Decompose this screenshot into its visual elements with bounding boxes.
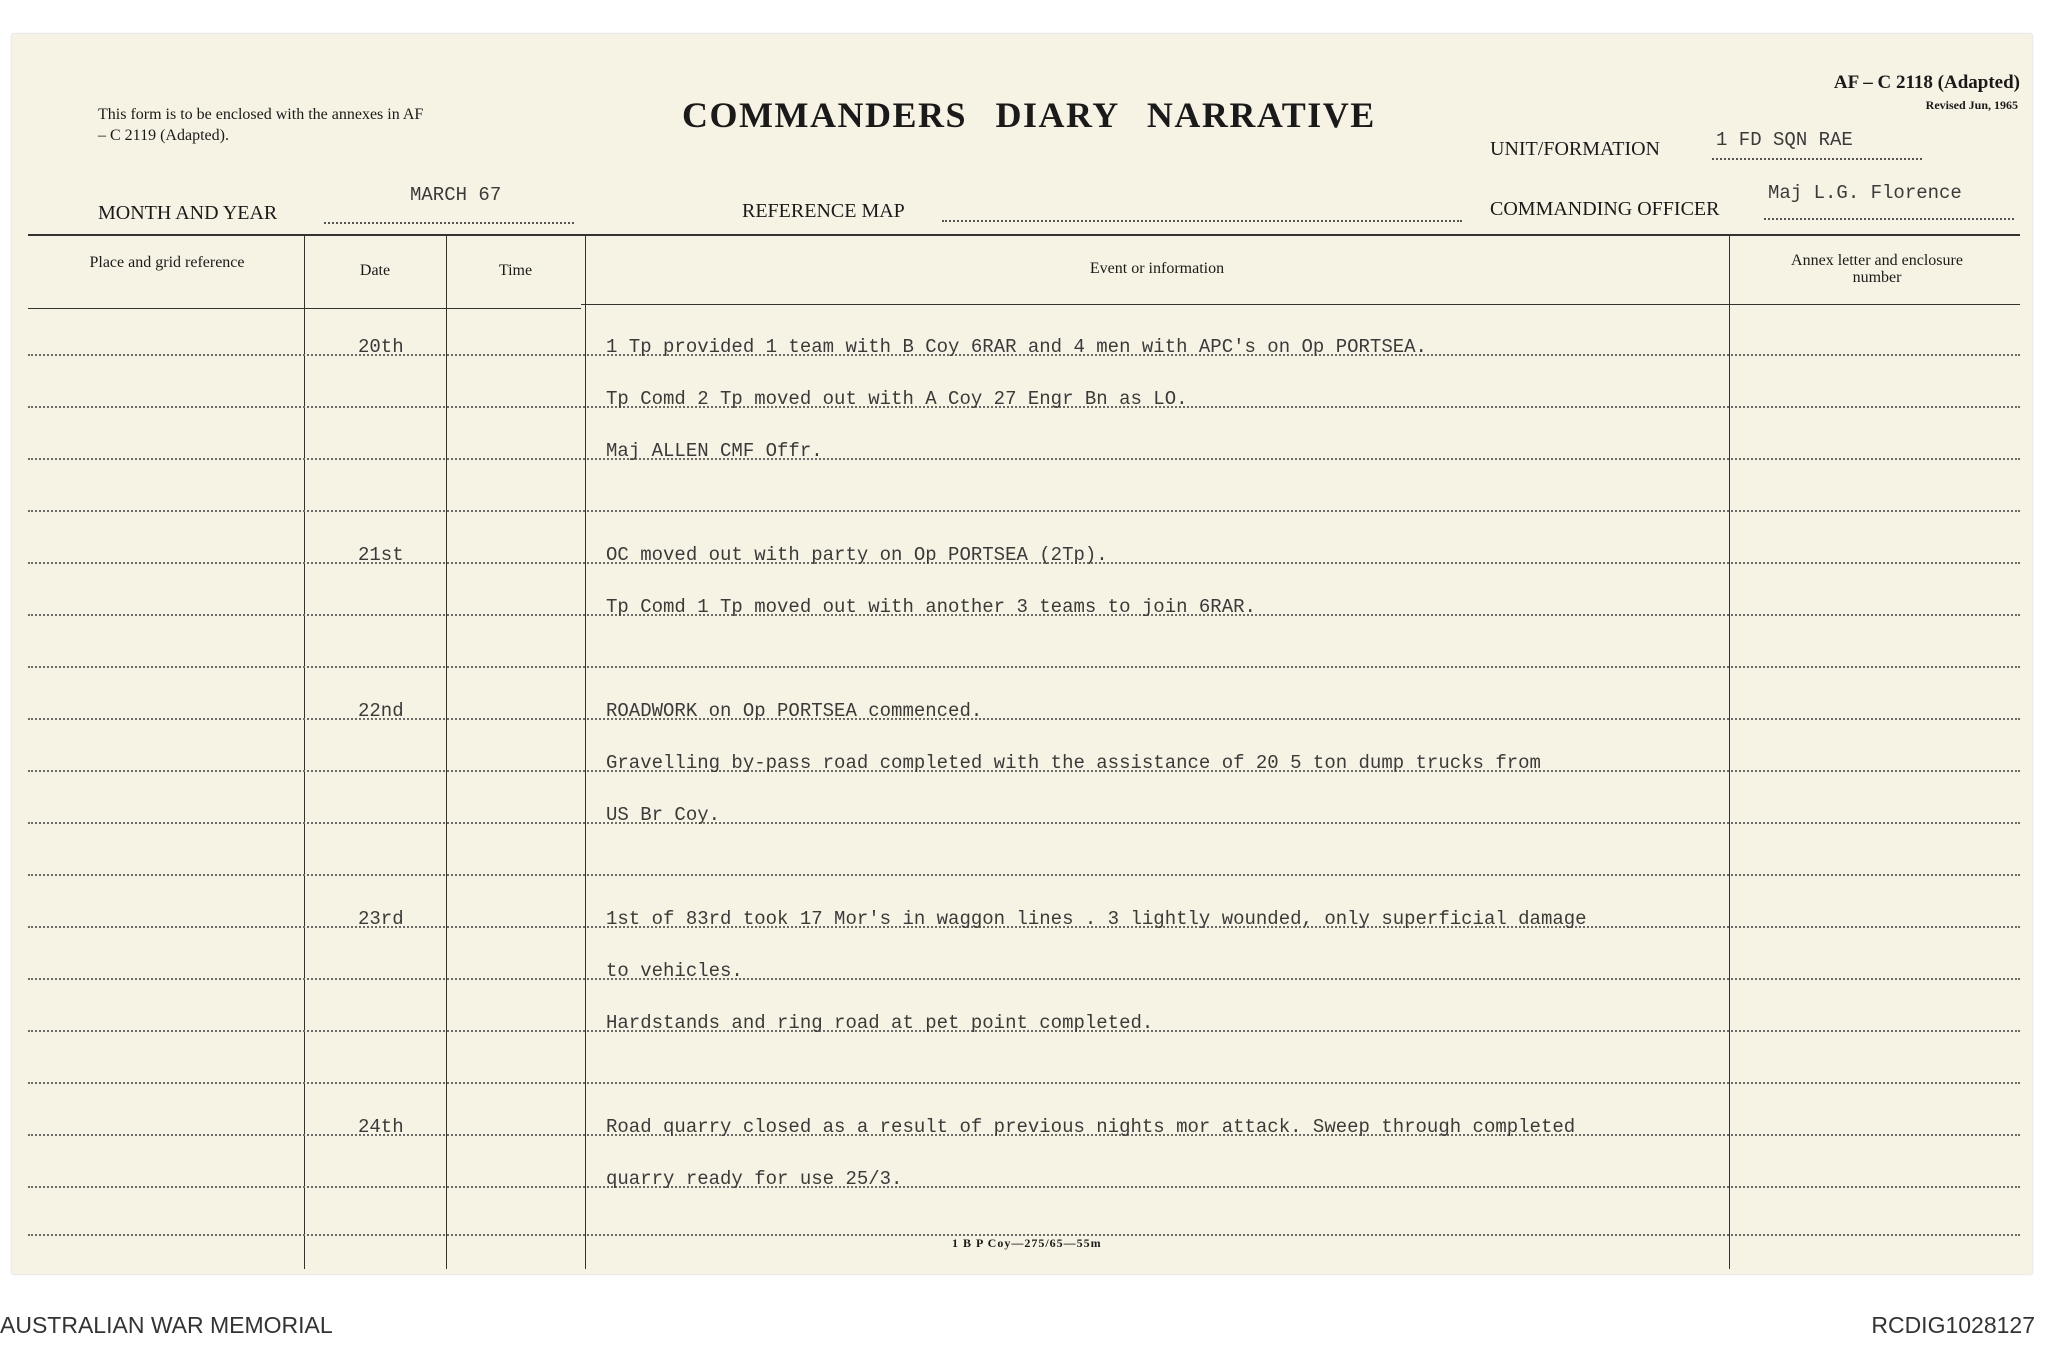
- month-year-line: [324, 222, 574, 224]
- header-rule-place: [28, 308, 304, 309]
- entry-line: 1st of 83rd took 17 Mor's in waggon lines . 3 lightly wounded, only superficial damage: [606, 908, 1587, 930]
- month-year-label: MONTH AND YEAR: [98, 202, 278, 224]
- column-header-annex: Annex letter and enclosure number: [1791, 252, 1963, 286]
- entry-date: 24th: [358, 1116, 404, 1138]
- writing-line: [28, 978, 2020, 980]
- commanding-officer-line: [1764, 218, 2014, 220]
- writing-line: [28, 1082, 2020, 1084]
- form-enclosure-note: This form is to be enclosed with the annexes in AF – C 2119 (Adapted).: [98, 106, 424, 144]
- entry-line: Tp Comd 2 Tp moved out with A Coy 27 Engr Bn as LO.: [606, 388, 1188, 410]
- writing-line: [28, 458, 2020, 460]
- reference-map-line: [942, 220, 1462, 222]
- diary-form-sheet: [12, 34, 2032, 1274]
- entry-line: US Br Coy.: [606, 804, 721, 826]
- writing-line: [28, 666, 2020, 668]
- writing-line: [28, 874, 2020, 876]
- entry-line: quarry ready for use 25/3.: [606, 1168, 903, 1190]
- entry-line: Maj ALLEN CMF Offr.: [606, 440, 823, 462]
- entry-date: 20th: [358, 336, 404, 358]
- unit-formation-line: [1712, 158, 1922, 160]
- column-divider-date: [304, 234, 305, 1269]
- archive-record-id: RCDIG1028127: [1871, 1312, 2035, 1338]
- entry-line: OC moved out with party on Op PORTSEA (2Tp).: [606, 544, 1108, 566]
- entry-line: Road quarry closed as a result of previous nights mor attack. Sweep through completed: [606, 1116, 1576, 1138]
- entry-date: 21st: [358, 544, 404, 566]
- column-divider-event: [585, 234, 586, 1269]
- writing-line: [28, 822, 2020, 824]
- entry-date: 23rd: [358, 908, 404, 930]
- header-rule-date: [304, 308, 446, 309]
- entry-line: 1 Tp provided 1 team with B Coy 6RAR and 4 men with APC's on Op PORTSEA.: [606, 336, 1427, 358]
- unit-formation-label: UNIT/FORMATION: [1490, 138, 1660, 160]
- entry-date: 22nd: [358, 700, 404, 722]
- unit-formation-value: 1 FD SQN RAE: [1716, 129, 1853, 151]
- entry-line: Tp Comd 1 Tp moved out with another 3 teams to join 6RAR.: [606, 596, 1256, 618]
- entry-line: to vehicles.: [606, 960, 743, 982]
- column-divider-time: [446, 234, 447, 1269]
- entry-line: Hardstands and ring road at pet point completed.: [606, 1012, 1154, 1034]
- form-number: AF – C 2118 (Adapted): [1833, 72, 2020, 93]
- column-header-event: Event or information: [1089, 260, 1225, 277]
- column-header-place: Place and grid reference: [89, 254, 245, 271]
- writing-line: [28, 718, 2020, 720]
- entry-line: Gravelling by-pass road completed with the assistance of 20 5 ton dump trucks from: [606, 752, 1541, 774]
- table-top-rule: [28, 234, 2020, 236]
- header-rule-event: [581, 304, 1729, 305]
- month-year-value: MARCH 67: [410, 184, 502, 206]
- form-revision: Revised Jun, 1965: [1925, 98, 2018, 112]
- writing-line: [28, 510, 2020, 512]
- column-divider-annex: [1729, 234, 1730, 1269]
- printer-imprint: 1 B P Coy—275/65—55m: [952, 1236, 1102, 1250]
- column-header-time: Time: [498, 262, 533, 279]
- writing-line: [28, 1186, 2020, 1188]
- entry-line: ROADWORK on Op PORTSEA commenced.: [606, 700, 983, 722]
- form-title: COMMANDERS DIARY NARRATIVE: [682, 95, 1376, 135]
- archive-credit: AUSTRALIAN WAR MEMORIAL: [0, 1312, 333, 1338]
- commanding-officer-value: Maj L.G. Florence: [1768, 182, 1962, 204]
- column-header-date: Date: [359, 262, 391, 279]
- header-rule-time: [446, 308, 581, 309]
- header-rule-annex: [1729, 304, 2020, 305]
- commanding-officer-label: COMMANDING OFFICER: [1490, 198, 1720, 220]
- reference-map-label: REFERENCE MAP: [742, 200, 905, 222]
